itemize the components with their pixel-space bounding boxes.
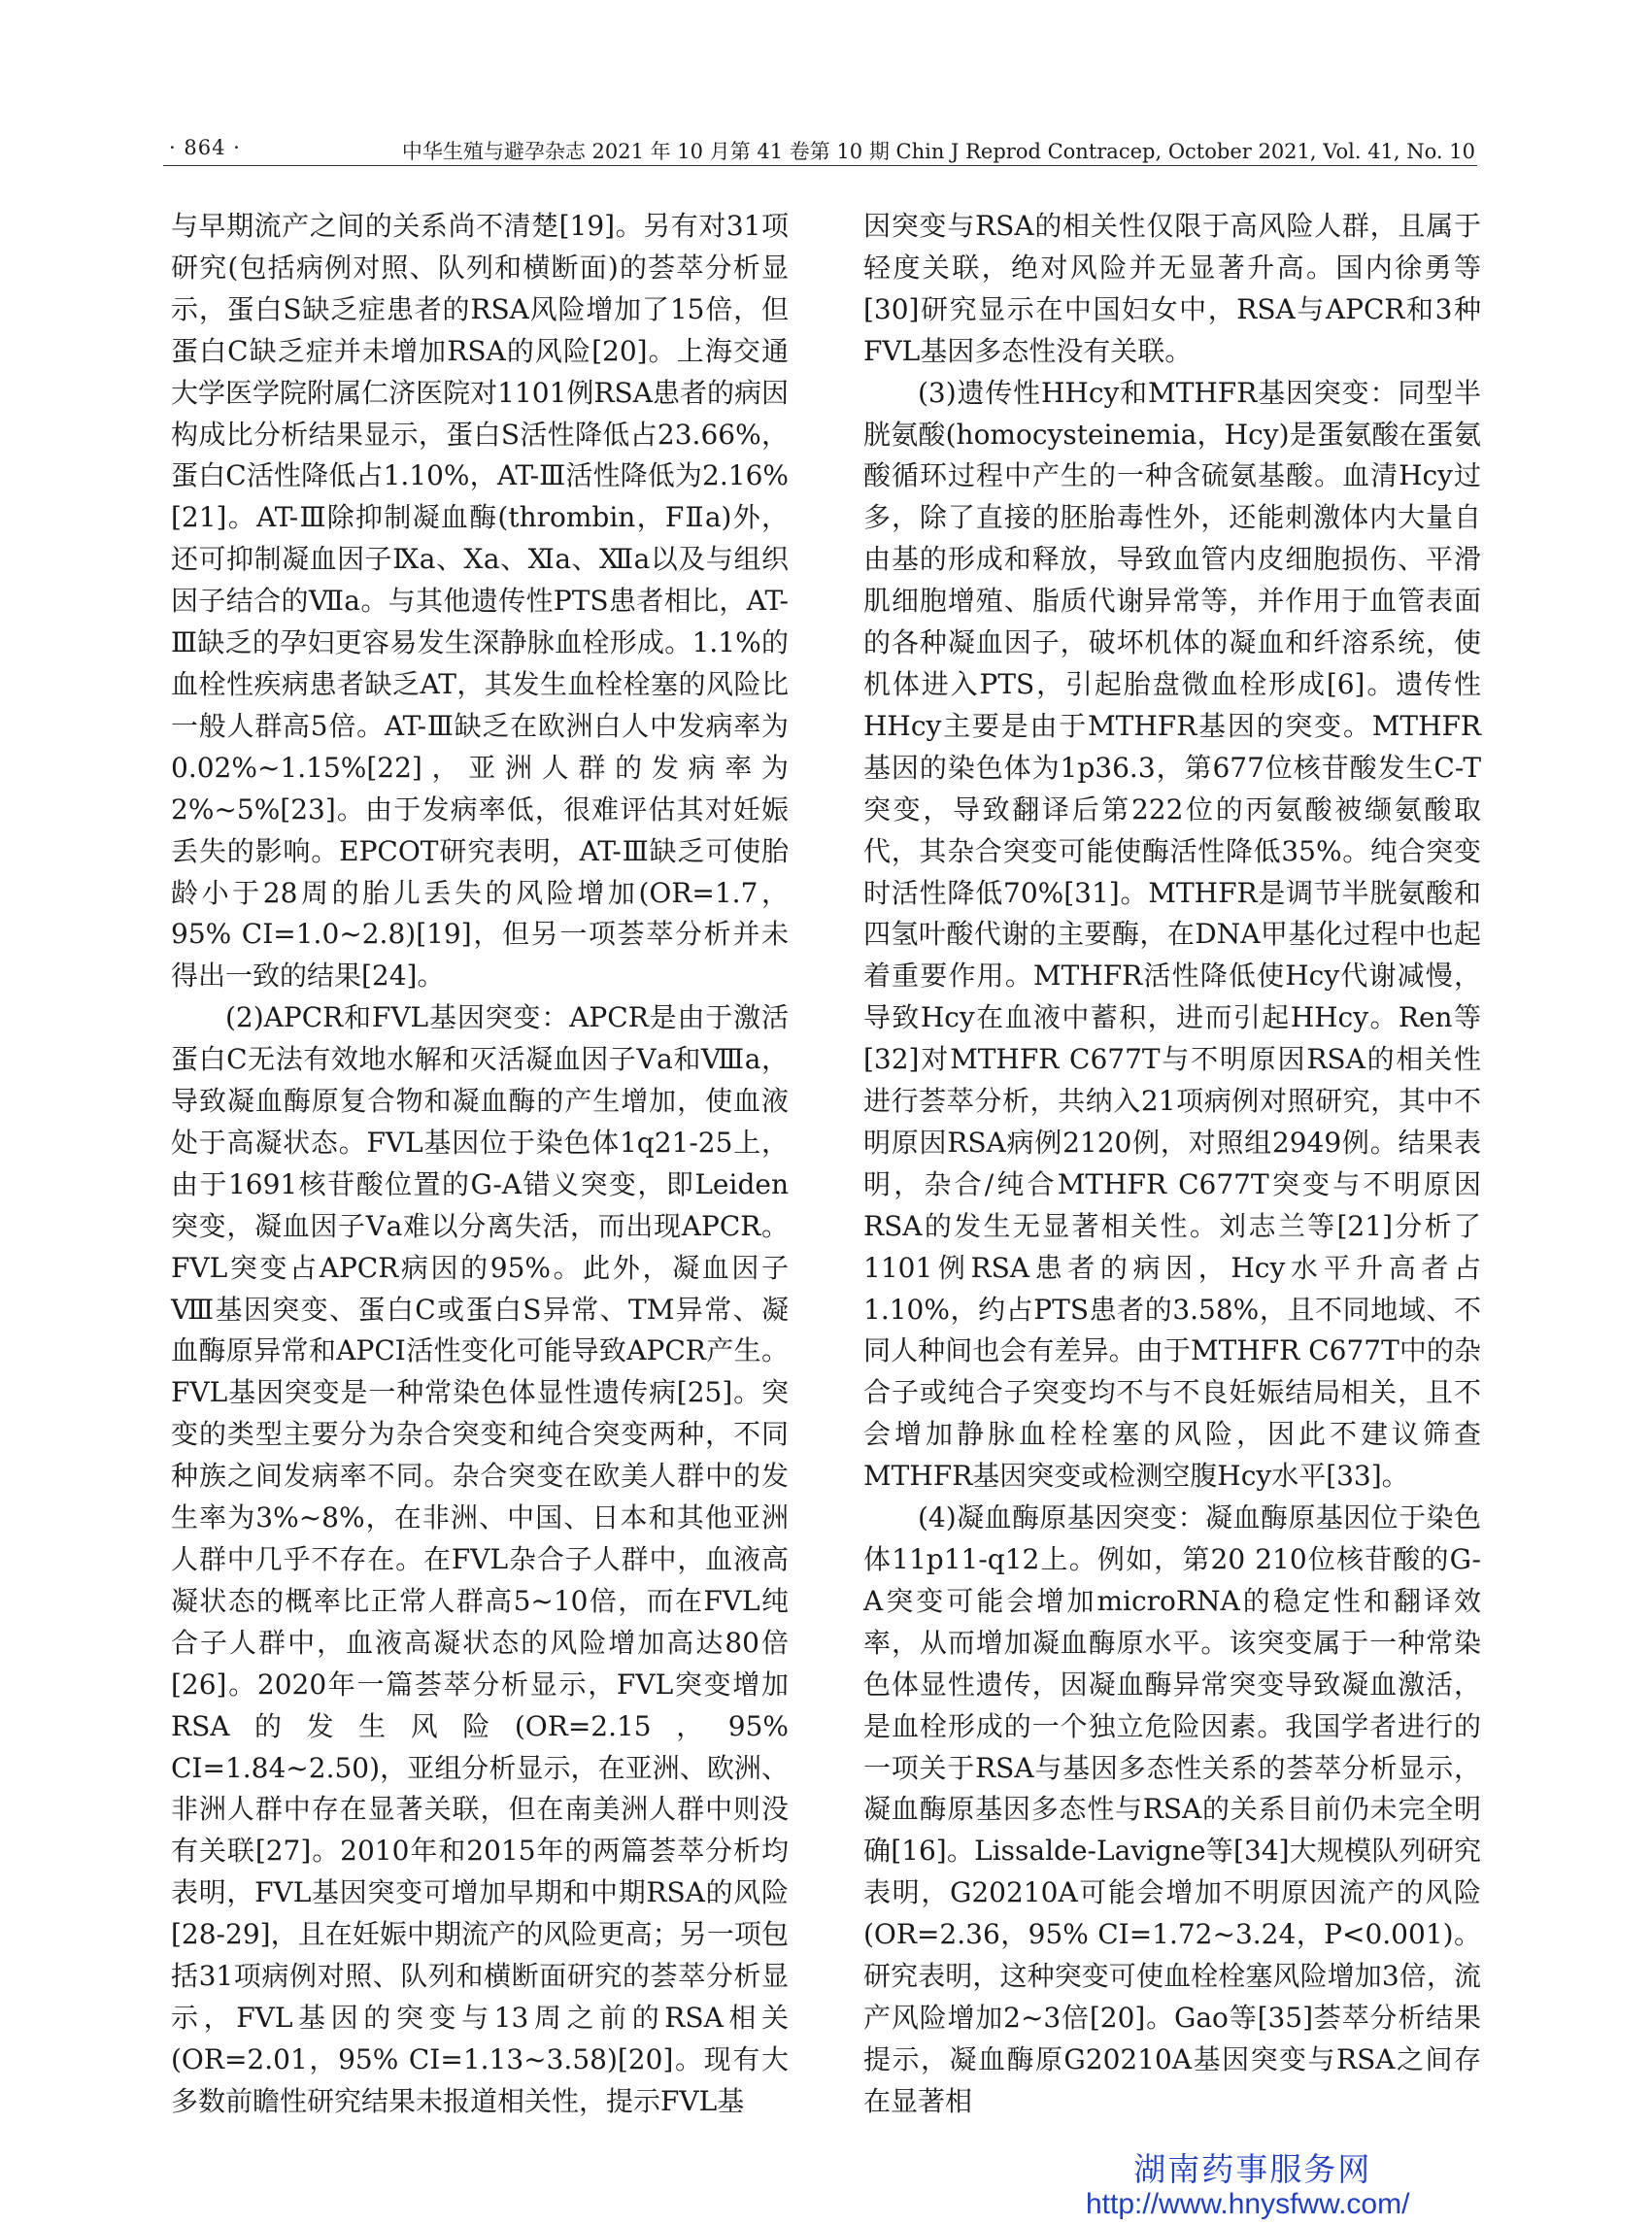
watermark-site-name: 湖南药事服务网 [1133, 2151, 1372, 2187]
paragraph-continued: 与早期流产之间的关系尚不清楚[19]。另有对31项研究(包括病例对照、队列和横断面)的荟萃分析显示，蛋白S缺乏症患者的RSA风险增加了15倍，但蛋白C缺乏症并未增加RSA的风险[20]。上海交通大学医学院附属仁济医院对1101例RSA患者的病因构成比分析结果显示，蛋白S活性降低占23.66%，蛋白C活性降低占1.10%，AT-Ⅲ活性降低为2.16%[21]。AT-Ⅲ除抑制凝血酶(thrombin，FⅡa)外，还可抑制凝血因子Ⅸa、Ⅹa、Ⅺa、Ⅻa以及与组织因子结合的Ⅶa。与其他遗传性PTS患者相比，AT-Ⅲ缺乏的孕妇更容易发生深静脉血栓形成。1.1%的血栓性疾病患者缺乏AT，其发生血栓栓塞的风险比一般人群高5倍。AT-Ⅲ缺乏在欧洲白人中发病率为0.02%~1.15%[22]，亚洲人群的发病率为2%~5%[23]。由于发病率低，很难评估其对妊娠丢失的影响。EPCOT研究表明，AT-Ⅲ缺乏可使胎龄小于28周的胎儿丢失的风险增加(OR=1.7，95% CI=1.0~2.8)[19]，但另一项荟萃分析并未得出一致的结果[24]。 [171, 210, 789, 993]
paragraph-prothrombin: (4)凝血酶原基因突变：凝血酶原基因位于染色体11p11-q12上。例如，第20 210位核苷酸的G-A突变可能会增加microRNA的稳定性和翻译效率，从而增加凝血酶原水平。该突变属于一种常染色体显性遗传，因凝血酶异常突变导致凝血激活，是血栓形成的一个独立危险因素。我国学者进行的一项关于RSA与基因多态性关系的荟萃分析显示，凝血酶原基因多态性与RSA的关系目前仍未完全明确[16]。Lissalde-Lavigne等[34]大规模队列研究表明，G20210A可能会增加不明原因流产的风险(OR=2.36，95% CI=1.72~3.24，P<0.001)。研究表明，这种突变可使血栓栓塞风险增加3倍，流产风险增加2~3倍[20]。Gao等[35]荟萃分析结果提示，凝血酶原G20210A基因突变与RSA之间存在显著相 [863, 1501, 1481, 2117]
watermark [1086, 2144, 1410, 2221]
paragraph-hhcy-mthfr: (3)遗传性HHcy和MTHFR基因突变：同型半胱氨酸(homocysteinemia，Hcy)是蛋氨酸在蛋氨酸循环过程中产生的一种含硫氨基酸。血清Hcy过多，除了直接的胚胎毒性外，还能刺激体内大量自由基的形成和释放，导致血管内皮细胞损伤、平滑肌细胞增殖、脂质代谢异常等，并作用于血管表面的各种凝血因子，破坏机体的凝血和纤溶系统，使机体进入PTS，引起胎盘微血栓形成[6]。遗传性HHcy主要是由于MTHFR基因的突变。MTHFR基因的染色体为1p36.3，第677位核苷酸发生C-T突变，导致翻译后第222位的丙氨酸被缬氨酸取代，其杂合突变可能使酶活性降低35%。纯合突变时活性降低70%[31]。MTHFR是调节半胱氨酸和四氢叶酸代谢的主要酶，在DNA甲基化过程中也起着重要作用。MTHFR活性降低使Hcy代谢减慢，导致Hcy在血液中蓄积，进而引起HHcy。Ren等[32]对MTHFR C677T与不明原因RSA的相关性进行荟萃分析，共纳入21项病例对照研究，其中不明原因RSA病例2120例，对照组2949例。结果表明，杂合/纯合MTHFR C677T突变与不明原因RSA的发生无显著相关性。刘志兰等[21]分析了1101例RSA患者的病因，Hcy水平升高者占1.10%，约占PTS患者的3.58%，且不同地域、不同人种间也会有差异。由于MTHFR C677T中的杂合子或纯合子突变均不与不良妊娠结局相关，且不会增加静脉血栓栓塞的风险，因此不建议筛查MTHFR基因突变或检测空腹Hcy水平[33]。 [863, 376, 1481, 1493]
watermark-url[interactable]: http://www.hnysfww.com/ [1086, 2188, 1410, 2220]
right-column [863, 206, 1481, 2123]
journal-citation: 中华生殖与避孕杂志 2021 年 10 月第 41 卷第 10 期 Chin J Reprod Contracep, October 2021, Vol. 41, No. 10 [401, 140, 1475, 163]
paragraph-fvl-continued: 因突变与RSA的相关性仅限于高风险人群，且属于轻度关联，绝对风险并无显著升高。国内徐勇等[30]研究显示在中国妇女中，RSA与APCR和3种FVL基因多态性没有关联。 [863, 210, 1481, 367]
page-number: · 864 · [169, 136, 241, 159]
left-column [171, 206, 789, 2123]
paragraph-apcr-fvl: (2)APCR和FVL基因突变：APCR是由于激活蛋白C无法有效地水解和灭活凝血因子Ⅴa和Ⅷa，导致凝血酶原复合物和凝血酶的产生增加，使血液处于高凝状态。FVL基因位于染色体1q21-25上，由于1691核苷酸位置的G-A错义突变，即Leiden突变，凝血因子Ⅴa难以分离失活，而出现APCR。FVL突变占APCR病因的95%。此外，凝血因子Ⅷ基因突变、蛋白C或蛋白S异常、TM异常、凝血酶原异常和APCI活性变化可能导致APCR产生。FVL基因突变是一种常染色体显性遗传病[25]。突变的类型主要分为杂合突变和纯合突变两种，不同种族之间发病率不同。杂合突变在欧美人群中的发生率为3%~8%，在非洲、中国、日本和其他亚洲人群中几乎不存在。在FVL杂合子人群中，血液高凝状态的概率比正常人群高5~10倍，而在FVL纯合子人群中，血液高凝状态的风险增加高达80倍[26]。2020年一篇荟萃分析显示，FVL突变增加RSA的发生风险(OR=2.15，95% CI=1.84~2.50)，亚组分析显示，在亚洲、欧洲、非洲人群中存在显著关联，但在南美洲人群中则没有关联[27]。2010年和2015年的两篇荟萃分析均表明，FVL基因突变可增加早期和中期RSA的风险[28-29]，且在妊娠中期流产的风险更高；另一项包括31项病例对照、队列和横断面研究的荟萃分析显示，FVL基因的突变与13周之前的RSA相关(OR=2.01，95% CI=1.13~3.58)[20]。现有大多数前瞻性研究结果未报道相关性，提示FVL基 [171, 1001, 789, 2117]
running-header [163, 132, 1477, 166]
